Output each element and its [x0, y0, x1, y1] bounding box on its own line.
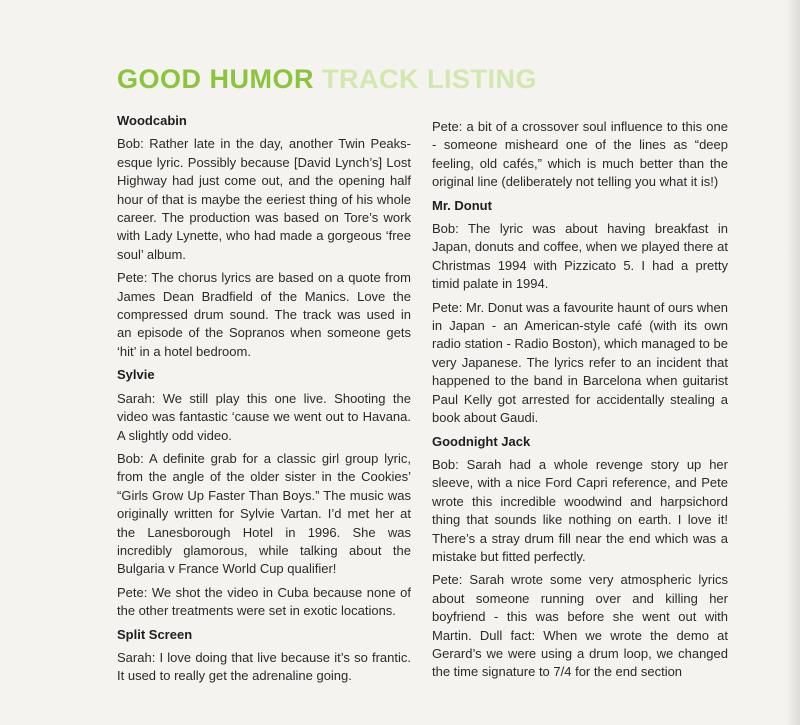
track-note-paragraph: Pete: The chorus lyrics are based on a quote from James Dean Bradfield of the Manics. Love the compressed drum sound. The track was used in an episode of the Sopranos when someone gets ‘hit’ in a hotel bedroom.: [117, 270, 411, 359]
track-note-paragraph: Pete: We shot the video in Cuba because none of the other treatments were set in exotic locations.: [117, 584, 411, 619]
track-note-paragraph: Sarah: I love doing that live because it’s so frantic. It used to really get the adrenaline going.: [117, 649, 411, 684]
title-album-name: GOOD HUMOR: [117, 64, 314, 94]
track-heading-sylvie: Sylvie: [117, 367, 155, 383]
track-heading-woodcabin: Woodcabin: [117, 113, 187, 128]
track-heading-mr-donut: Mr. Donut: [432, 197, 492, 213]
left-column: [117, 112, 411, 691]
track-heading-split-screen: Split Screen: [117, 626, 193, 642]
track-note-paragraph: Bob: A definite grab for a classic girl group lyric, from the angle of the older sister in the Cookies’ “Girls Grow Up Faster Than Boys.” The music was originally written for Sylvie Vartan. I’d met her at the Lanesborough Hotel in 1996. She was incredibly glamorous, while talking about the Bulgaria v France World Cup qualifier!: [117, 450, 411, 577]
track-note-paragraph: Pete: Sarah wrote some very atmospheric lyrics about someone running over and killing her boyfriend - this was before she went out with Martin. Dull fact: When we wrote the demo at Gerard’s we were using a drum loop, we changed the time signature to 7/4 for the end section: [432, 572, 728, 680]
track-heading-goodnight-jack: Goodnight Jack: [432, 433, 531, 449]
title-track-listing: TRACK LISTING: [322, 64, 538, 94]
page-edge-shadow: [786, 0, 800, 725]
track-note-paragraph: Pete: a bit of a crossover soul influence to this one - someone misheard one of the lines as “deep feeling, old cafés,” which is much better than the original line (deliberately not telling you what it is!): [432, 119, 728, 190]
track-note-paragraph: Bob: Sarah had a whole revenge story up her sleeve, with a nice Ford Capri reference, and Pete wrote this incredible woodwind and harpsichord thing that sounds like nothing on earth. I love it! There’s a stray drum fill near the end which was a mistake but fitted perfectly.: [432, 456, 728, 564]
track-note-paragraph: Sarah: We still play this one live. Shooting the video was fantastic ‘cause we went out to Havana. A slightly odd video.: [117, 390, 411, 443]
right-column: [432, 118, 728, 687]
page-title: [117, 64, 537, 95]
track-note-paragraph: Pete: Mr. Donut was a favourite haunt of ours when in Japan - an American-style café (with its own radio station - Radio Boston), which managed to be very Japanese. The lyrics refer to an incident that happened to the band in Barcelona when guitarist Paul Kelly got arrested for accidentally stealing a book about Gaudi.: [432, 299, 728, 426]
track-note-paragraph: Bob: The lyric was about having breakfast in Japan, donuts and coffee, when we played there at Christmas 1994 with Pizzicato 5. I had a pretty timid palate in 1994.: [432, 221, 728, 292]
track-note-paragraph: Bob: Rather late in the day, another Twin Peaks-esque lyric. Possibly because [David Lynch’s] Lost Highway had just come out, and the opening half hour of that is maybe the eeriest thing of his whole career. The production was based on Tore’s work with Lady Lynette, who had made a gorgeous ‘free soul’ album.: [117, 136, 411, 262]
